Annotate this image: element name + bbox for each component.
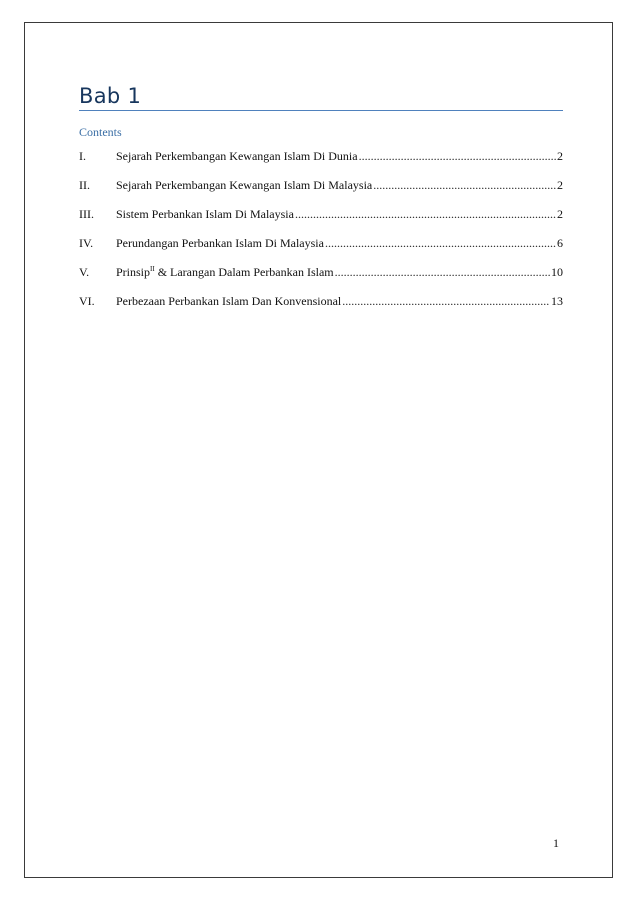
- toc-dot-leader: [295, 203, 556, 225]
- chapter-title: Bab 1: [79, 84, 142, 108]
- toc-entry-number: II.: [79, 178, 90, 192]
- toc-entry-title[interactable]: Prinsip$^{II}$ & Larangan Dalam Perbankan Islam: [116, 265, 334, 279]
- toc-entry-title[interactable]: Sistem Perbankan Islam Di Malaysia: [116, 207, 294, 221]
- toc-heading: Contents: [79, 125, 122, 139]
- table-of-contents: [79, 145, 563, 319]
- toc-entry-number: IV.: [79, 236, 94, 250]
- toc-entry-number: I.: [79, 149, 86, 163]
- toc-entry[interactable]: [79, 203, 563, 232]
- toc-dot-leader: [335, 261, 550, 283]
- toc-entry-page[interactable]: 13: [551, 294, 563, 308]
- toc-dot-leader: [342, 290, 550, 312]
- toc-entry-number: III.: [79, 207, 94, 221]
- toc-entry-title[interactable]: Perundangan Perbankan Islam Di Malaysia: [116, 236, 324, 250]
- page-number: 1: [553, 836, 559, 850]
- toc-dot-leader: [325, 232, 556, 254]
- toc-entry[interactable]: [79, 174, 563, 203]
- toc-entry-page[interactable]: 2: [557, 149, 563, 163]
- toc-entry-page[interactable]: 2: [557, 178, 563, 192]
- toc-entry[interactable]: [79, 261, 563, 290]
- toc-dot-leader: [373, 174, 556, 196]
- toc-entry[interactable]: [79, 232, 563, 261]
- toc-entry-number: VI.: [79, 294, 95, 308]
- toc-entry-title[interactable]: Perbezaan Perbankan Islam Dan Konvensional: [116, 294, 342, 308]
- toc-entry-title[interactable]: Sejarah Perkembangan Kewangan Islam Di Dunia: [116, 149, 358, 163]
- title-underline: [79, 110, 563, 111]
- toc-entry-page[interactable]: 10: [551, 265, 563, 279]
- toc-entry-page[interactable]: 6: [557, 236, 563, 250]
- toc-entry[interactable]: [79, 290, 563, 319]
- toc-entry-page[interactable]: 2: [557, 207, 563, 221]
- toc-entry-title[interactable]: Sejarah Perkembangan Kewangan Islam Di Malaysia: [116, 178, 373, 192]
- toc-dot-leader: [359, 145, 556, 167]
- toc-entry[interactable]: [79, 145, 563, 174]
- toc-entry-number: V.: [79, 265, 90, 279]
